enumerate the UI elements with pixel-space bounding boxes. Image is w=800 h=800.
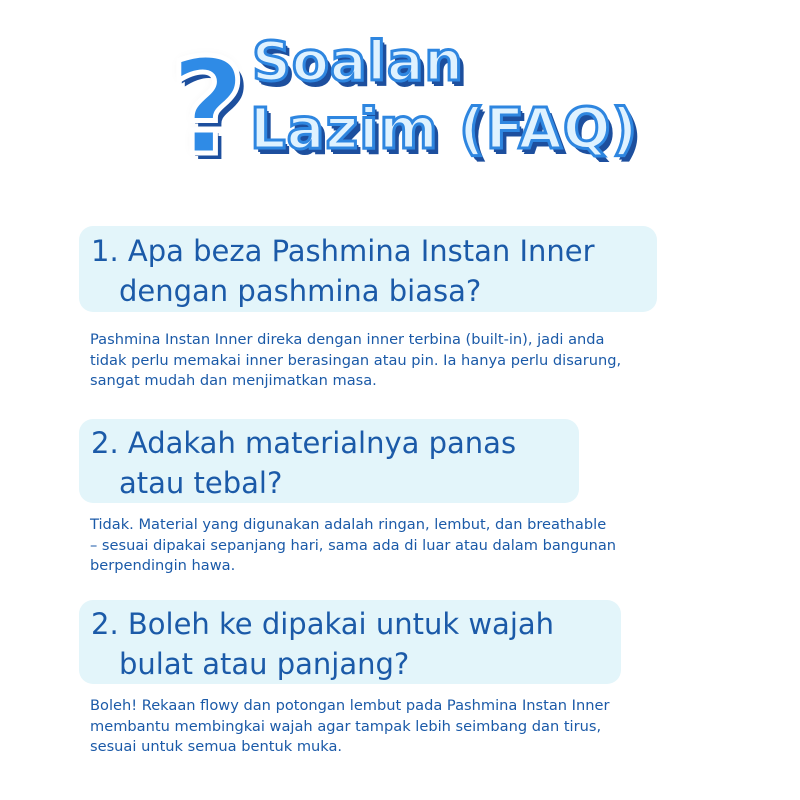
faq-question-2 <box>79 419 579 503</box>
faq-answer-1-line-2: tidak perlu memakai inner berasingan atau pin. Ia hanya perlu disarung, <box>90 351 622 369</box>
faq-question-2-line-2: atau tebal? <box>119 466 283 500</box>
faq-question-3-line-1: 2. Boleh ke dipakai untuk wajah <box>91 607 555 641</box>
faq-answer-3-line-2: membantu membingkai wajah agar tampak lebih seimbang dan tirus, <box>90 717 602 735</box>
faq-question-1-line-2: dengan pashmina biasa? <box>119 274 482 308</box>
faq-answer-1-line-3: sangat mudah dan menjimatkan masa. <box>90 372 377 389</box>
faq-answer-2-line-3: berpendingin hawa. <box>90 557 236 574</box>
question-mark-icon: ? <box>169 31 247 185</box>
faq-answer-3 <box>90 696 790 758</box>
faq-answer-2-line-2: – sesuai dipakai sepanjang hari, sama ada di luar atau dalam bangunan <box>90 536 617 554</box>
faq-answer-1 <box>90 330 790 392</box>
faq-answer-3-line-3: sesuai untuk semua bentuk muka. <box>90 738 343 755</box>
faq-question-2-line-1: 2. Adakah materialnya panas <box>91 426 517 460</box>
faq-question-3 <box>79 600 621 684</box>
page-title-line-2: Lazim (FAQ) <box>250 97 639 162</box>
faq-answer-2 <box>90 515 790 577</box>
faq-question-1-line-1: 1. Apa beza Pashmina Instan Inner <box>91 234 595 268</box>
faq-question-3-line-2: bulat atau panjang? <box>119 647 410 681</box>
faq-answer-3-line-1: Boleh! Rekaan flowy dan potongan lembut pada Pashmina Instan Inner <box>90 697 610 714</box>
page-title-line-1: Soalan <box>252 30 464 93</box>
faq-answer-1-line-1: Pashmina Instan Inner direka dengan inner terbina (built-in), jadi anda <box>90 331 605 348</box>
faq-answer-2-line-1: Tidak. Material yang digunakan adalah ringan, lembut, dan breathable <box>90 516 607 533</box>
faq-question-1 <box>79 226 657 312</box>
